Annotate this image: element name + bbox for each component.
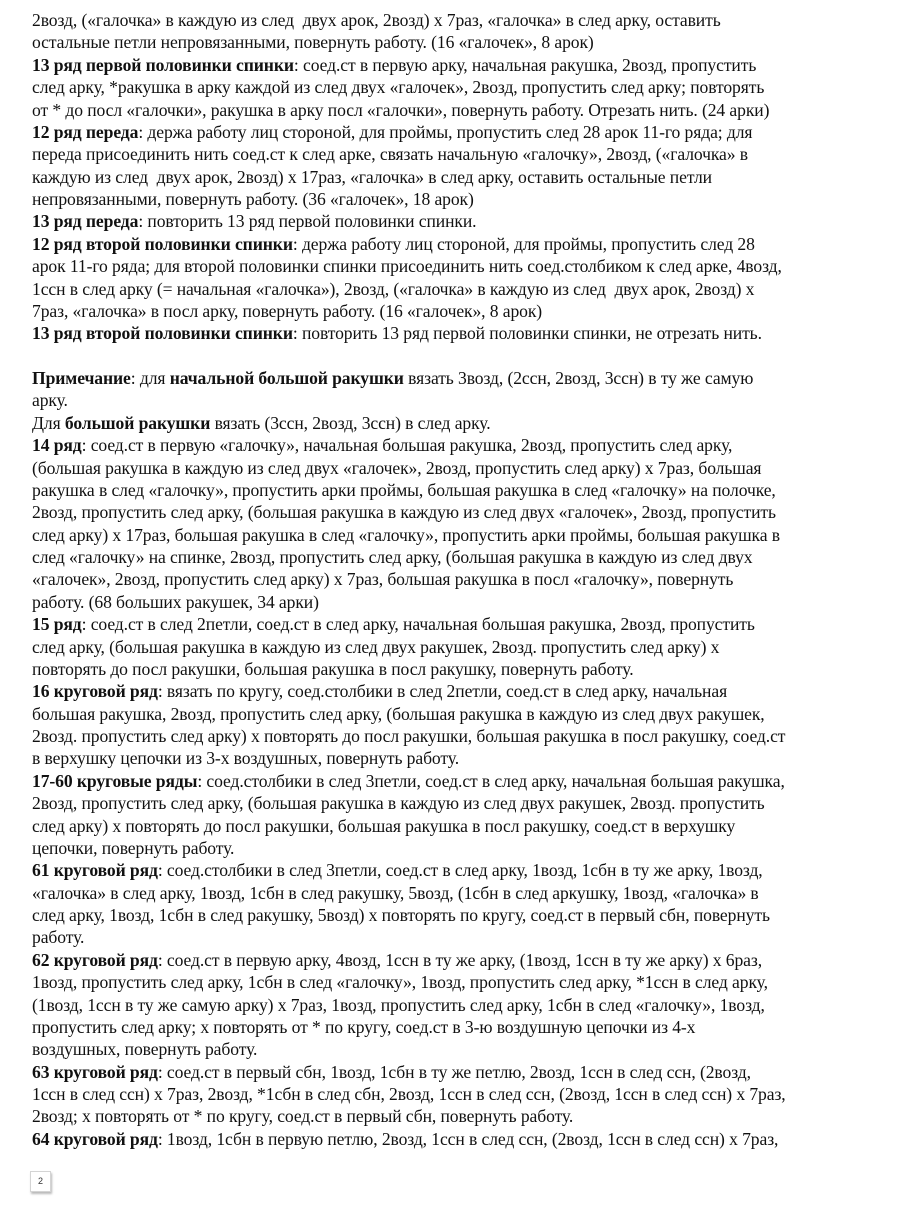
paragraph-row-14 [32,434,892,613]
body-text: : соед.ст в первую «галочку», начальная большая ракушка, 2возд, пропустить след арку, [81,435,733,456]
text-line [32,412,892,434]
text-line [32,971,892,993]
paragraph-row-64 [32,1128,892,1150]
bold-heading-text: 13 ряд второй половинки спинки [32,323,293,344]
body-text: : соед.ст в первую арку, 4возд, 1ссн в ту же арку, (1возд, 1ссн в ту же арку) х 6раз, [157,949,763,970]
body-text: работу. [32,927,85,948]
text-line [32,479,892,501]
text-line [32,636,892,658]
text-line [32,99,892,121]
paragraph-row-12-front [32,121,892,211]
paragraph-note [32,367,892,412]
body-text: «галочка» в след арку, 1возд, 1сбн в след ракушку, 5возд, (1сбн в след аркушку, 1возд, «галочка» в [32,882,759,903]
paragraph-row-12-second-back [32,233,892,323]
text-line [32,188,892,210]
body-text: : соед.ст в первый сбн, 1возд, 1сбн в ту же петлю, 2возд, 1ссн в след ссн, (2возд, [157,1061,751,1082]
paragraph-row-62 [32,949,892,1061]
blank-line [32,345,892,367]
body-text: след арку, (большая ракушка в каждую из след двух ракушек, 2возд. пропустить след арку) х [32,636,720,657]
text-line [32,994,892,1016]
body-text: : 1возд, 1сбн в первую петлю, 2возд, 1ссн в след ссн, (2возд, 1ссн в след ссн) х 7раз, [157,1128,779,1149]
text-line [32,255,892,277]
body-text: остальные петли непровязанными, повернуть работу. (16 «галочек», 8 арок) [32,32,594,53]
bold-heading-text: Примечание [32,368,131,388]
body-text: повторять до посл ракушки, большая ракушка в посл ракушку, повернуть работу. [32,658,634,679]
text-line [32,76,892,98]
text-line [32,121,892,143]
paragraph-row-15 [32,613,892,680]
body-text: каждую из след двух арок, 2возд) х 17раз, «галочка» в след арку, оставить остальные петли [32,166,712,187]
body-text: 2возд, пропустить след арку, (большая ракушка в каждую из след двух «галочек», 2возд, пропустить [32,502,776,523]
text-line [32,546,892,568]
text-line [32,166,892,188]
paragraph-row-13-second-back [32,322,892,344]
text-line [32,859,892,881]
bold-heading-text: 17-60 круговые ряды [32,770,198,791]
text-line [32,367,892,389]
body-text: «галочек», 2возд, пропустить след арку) х 7раз, большая ракушка в посл «галочку», повернуть [32,569,734,590]
body-text: Для [32,412,65,433]
text-line [32,658,892,680]
body-text: : соед.столбики в след 3петли, соед.ст в след арку, 1возд, 1сбн в ту же арку, 1возд, [157,860,763,881]
bold-heading-text: 14 ряд [32,435,82,456]
text-line [32,501,892,523]
body-text: след арку) х повторять до посл ракушки, большая ракушка в посл ракушку, соед.ст в верхушку [32,815,736,836]
text-line [32,389,892,411]
bold-heading-text: 13 ряд первой половинки спинки [32,54,294,75]
bold-heading-text: 12 ряд второй половинки спинки [32,233,293,254]
text-line [32,725,892,747]
paragraph-row-61 [32,859,892,949]
body-text: работу. (68 больших ракушек, 34 арки) [32,591,319,612]
body-text: : держа работу лиц стороной, для проймы, пропустить след 28 арок 11-го ряда; для [138,121,753,142]
body-text: 2возд, («галочка» в каждую из след двух арок, 2возд) х 7раз, «галочка» в след арку, оставить [32,10,721,30]
text-line [32,926,892,948]
text-line [32,345,892,367]
body-text: (1возд, 1ссн в ту же самую арку) х 7раз, 1возд, пропустить след арку, 1сбн в след «галочку», 1возд, [32,994,765,1015]
body-text: : соед.ст в след 2петли, соед.ст в след арку, начальная большая ракушка, 2возд, пропустить [81,614,755,635]
bold-heading-text: 15 ряд [32,614,82,635]
text-line [32,9,892,31]
bold-heading-text: 63 круговой ряд [32,1061,158,1082]
body-text: от * до посл «галочки», ракушка в арку посл «галочки», повернуть работу. Отрезать нить. (24 арки) [32,99,770,120]
text-line [32,31,892,53]
text-line [32,703,892,725]
body-text: (большая ракушка в каждую из след двух «галочек», 2возд, пропустить след арку) х 7раз, большая [32,457,762,478]
paragraph-row-17-60 [32,770,892,860]
page-number-badge: 2 [30,1171,51,1192]
paragraph-row-13-front [32,210,892,232]
paragraph-cont-12-first-back [32,9,892,54]
bold-heading-text: начальной большой ракушки [169,368,404,388]
text-line [32,882,892,904]
text-line [32,770,892,792]
text-line [32,524,892,546]
body-text: вязать (3ссн, 2возд, 3ссн) в след арку. [210,412,491,433]
body-text: ракушка в след «галочку», пропустить арки проймы, большая ракушка в след «галочку» на полочке, [32,479,776,500]
body-text: 2возд. пропустить след арку) х повторять до посл ракушки, большая ракушка в посл ракушку, соед.ст [32,726,786,746]
body-text: : повторить 13 ряд первой половинки спинки. [138,211,477,232]
body-text: 1возд, пропустить след арку, 1сбн в след «галочку», 1возд, пропустить след арку, *1ссн в след арку, [32,972,768,993]
bold-heading-text: 62 круговой ряд [32,949,158,970]
text-line [32,904,892,926]
text-line [32,837,892,859]
text-line [32,1128,892,1150]
text-line [32,815,892,837]
body-text: след «галочку» на спинке, 2возд, пропустить след арку, (большая ракушка в каждую из след двух [32,547,753,567]
document-page [32,9,892,1150]
text-line [32,591,892,613]
text-line [32,54,892,76]
bold-heading-text: большой ракушки [64,412,211,433]
text-line [32,278,892,300]
bold-heading-text: 13 ряд переда [32,211,139,232]
body-text: 7раз, «галочка» в посл арку, повернуть работу. (16 «галочек», 8 арок) [32,300,543,321]
text-line [32,300,892,322]
bold-heading-text: 16 круговой ряд [32,681,158,702]
text-line [32,680,892,702]
body-text: цепочки, повернуть работу. [32,837,235,858]
body-text: в верхушку цепочки из 3-х воздушных, повернуть работу. [32,748,459,769]
text-line [32,613,892,635]
body-text: большая ракушка, 2возд, пропустить след арку, (большая ракушка в каждую из след двух ракушек, [32,703,765,724]
body-text: 1ссн в след ссн) х 7раз, 2возд, *1сбн в след сбн, 2возд, 1ссн в след ссн, (2возд, 1ссн в след ссн) х 7раз, [32,1084,786,1104]
text-line [32,1016,892,1038]
text-line [32,568,892,590]
text-line [32,434,892,456]
paragraph-row-16 [32,680,892,770]
text-line [32,210,892,232]
body-text: след арку, *ракушка в арку каждой из след двух «галочек», 2возд, пропустить след арку; повторять [32,77,765,98]
body-text: арок 11-го ряда; для второй половинки спинки присоединить нить соед.столбиком к след арке, 4возд, [32,256,782,277]
body-text: 1ссн в след арку (= начальная «галочка»), 2возд, («галочка» в каждую из след двух арок, 2возд) х [32,278,755,299]
body-text: след арку) х 17раз, большая ракушка в след «галочку», пропустить арки проймы, большая ракушка в [32,524,780,545]
text-line [32,143,892,165]
bold-heading-text: 61 круговой ряд [32,860,158,881]
text-line [32,949,892,971]
text-line [32,322,892,344]
body-text: переда присоединить нить соед.ст к след арке, связать начальную «галочку», 2возд, («галочка» в [32,144,748,165]
bold-heading-text: 12 ряд переда [32,121,139,142]
body-text: воздушных, повернуть работу. [32,1039,258,1060]
body-text: 2возд, пропустить след арку, (большая ракушка в каждую из след двух ракушек, 2возд. пропустить [32,793,765,814]
text-line [32,1083,892,1105]
paragraph-row-63 [32,1061,892,1128]
bold-heading-text: 64 круговой ряд [32,1128,158,1149]
text-line [32,792,892,814]
text-line [32,1038,892,1060]
body-text: : вязать по кругу, соед.столбики в след 2петли, соед.ст в след арку, начальная [157,681,728,702]
body-text: : соед.столбики в след 3петли, соед.ст в след арку, начальная большая ракушка, [197,770,785,791]
body-text: непровязанными, повернуть работу. (36 «галочек», 18 арок) [32,189,474,209]
body-text: арку. [32,390,68,411]
text-line [32,747,892,769]
body-text: след арку, 1возд, 1сбн в след ракушку, 5возд) х повторять по кругу, соед.ст в первый сбн, повернуть [32,905,770,925]
text-line [32,1105,892,1127]
paragraph-row-13-first-back [32,54,892,121]
paragraph-note-big-shell [32,412,892,434]
body-text: пропустить след арку; х повторять от * по кругу, соед.ст в 3-ю воздушную цепочки из 4-х [32,1016,696,1037]
body-text: 2возд; х повторять от * по кругу, соед.ст в первый сбн, повернуть работу. [32,1106,574,1127]
body-text: : для [130,368,170,388]
body-text: вязать 3возд, (2ссн, 2возд, 3ссн) в ту же самую [403,368,754,388]
text-line [32,233,892,255]
body-text: : соед.ст в первую арку, начальная ракушка, 2возд, пропустить [293,54,757,75]
body-text: : держа работу лиц стороной, для проймы, пропустить след 28 [292,233,755,254]
body-text: : повторить 13 ряд первой половинки спинки, не отрезать нить. [292,323,762,344]
text-line [32,457,892,479]
text-line [32,1061,892,1083]
